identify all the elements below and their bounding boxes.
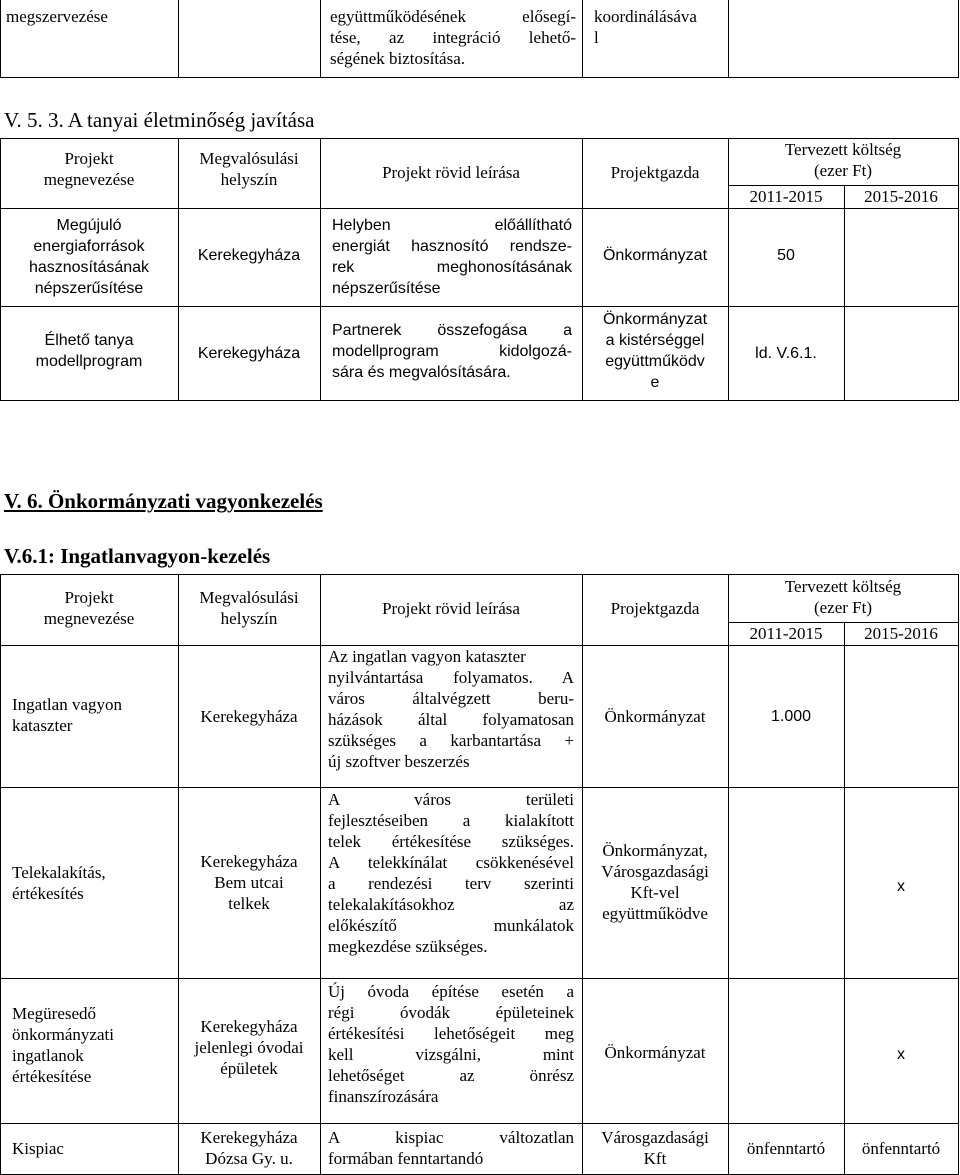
table-row-cost-1: önfenntartó [746, 1139, 826, 1158]
table-row-cost-1: 50 [777, 247, 795, 264]
table-row-cost-1: ld. V.6.1. [755, 345, 817, 362]
header-cost: Tervezett költség (ezer Ft) [784, 140, 902, 180]
table-row-description: Helyben előállítható energiát hasznosító rendsze- rek meghonosításának népszerűsítése [332, 217, 572, 297]
section-subtitle-v61: V.6.1: Ingatlanvagyon-kezelés [4, 544, 271, 568]
table-row-owner: Városgazdasági Kft [601, 1128, 709, 1168]
table-row-description: A város területi fejlesztéseiben a kialakított telek értékesítése szükséges. A telekkínálat csökkenésével a rendezési terv szerinti telekalakításokhoz az előkészítő munkálatok megkezdése szükséges. [328, 790, 574, 956]
table-row-location: Kerekegyháza [200, 707, 298, 726]
header-project-name: Projekt megnevezése [43, 149, 135, 189]
table-row-cost-2: önfenntartó [861, 1139, 941, 1158]
header-owner: Projektgazda [610, 599, 700, 618]
fragment-name-cell: megszervezése [6, 7, 108, 26]
table-row-location: Kerekegyháza Bem utcai telkek [200, 852, 298, 913]
table-row-owner: Önkormányzat a kistérséggel együttműködv e [602, 311, 708, 391]
table-row-owner: Önkormányzat, Városgazdasági Kft-vel együttműködve [601, 841, 709, 923]
table-row-owner: Önkormányzat [604, 1043, 706, 1062]
table-row-location: Kerekegyháza jelenlegi óvodai épületek [194, 1017, 304, 1078]
table-row-location: Kerekegyháza [197, 345, 301, 362]
table-row-name: Megüresedő önkormányzati ingatlanok értékesítése [12, 1004, 114, 1086]
table-row-name: Megújuló energiaforrások hasznosításának népszerűsítése [28, 217, 150, 297]
fragment-description-line: együttműködésének elősegí- [330, 7, 576, 26]
table-row-description: Új óvoda építése esetén a régi óvodák épületeinek értékesítési lehetőségeit meg kell vizsgálni, mint lehetőséget az önrész finanszírozására [328, 982, 574, 1106]
header-cost: Tervezett költség (ezer Ft) [784, 577, 902, 617]
fragment-description-line: ségének biztosítása. [330, 49, 466, 68]
table-row-owner: Önkormányzat [602, 247, 708, 264]
table-row-description: Partnerek összefogása a modellprogram kidolgozá- sára és megvalósítására. [332, 322, 572, 381]
table-row-description: Az ingatlan vagyon kataszter nyilvántartása folyamatos. A város általvégzett beru- házások által folyamatosan szükséges a karbantartása + új szoftver beszerzés [328, 647, 574, 771]
fragment-description-line: tése, az integráció lehető- [330, 28, 576, 47]
section-title-v6: V. 6. Önkormányzati vagyonkezelés [4, 489, 323, 513]
table-row-location: Kerekegyháza Dózsa Gy. u. [200, 1128, 298, 1168]
table-row-name: Élhető tanya modellprogram [35, 332, 143, 370]
section-title-v53: V. 5. 3. A tanyai életminőség javítása [4, 108, 315, 132]
header-period-2: 2015-2016 [864, 187, 938, 206]
header-owner: Projektgazda [610, 163, 700, 182]
table-row-name: Ingatlan vagyon kataszter [12, 695, 122, 735]
header-description: Projekt rövid leírása [382, 599, 520, 618]
table-row-location: Kerekegyháza [197, 247, 301, 264]
table-row-name: Telekalakítás, értékesítés [12, 863, 106, 903]
table-row-description: A kispiac változatlan formában fenntartandó [328, 1128, 574, 1168]
table-row-name: Kispiac [12, 1139, 64, 1158]
table-row-cost-1: 1.000 [770, 708, 812, 725]
fragment-owner-line: l [594, 28, 599, 47]
header-period-2: 2015-2016 [864, 624, 938, 643]
header-location: Megvalósulási helyszín [199, 149, 299, 189]
fragment-owner-cell [594, 6, 726, 48]
fragment-description-cell [330, 6, 576, 69]
header-location: Megvalósulási helyszín [199, 588, 299, 628]
header-period-1: 2011-2015 [749, 624, 823, 643]
header-description: Projekt rövid leírása [382, 163, 520, 182]
table-row-owner: Önkormányzat [604, 707, 706, 726]
fragment-owner-line: koordinálásáva [594, 7, 697, 26]
header-project-name: Projekt megnevezése [43, 588, 135, 628]
header-period-1: 2011-2015 [749, 187, 823, 206]
table-row-cost-2: x [897, 1046, 905, 1063]
table-row-cost-2: x [897, 878, 905, 895]
